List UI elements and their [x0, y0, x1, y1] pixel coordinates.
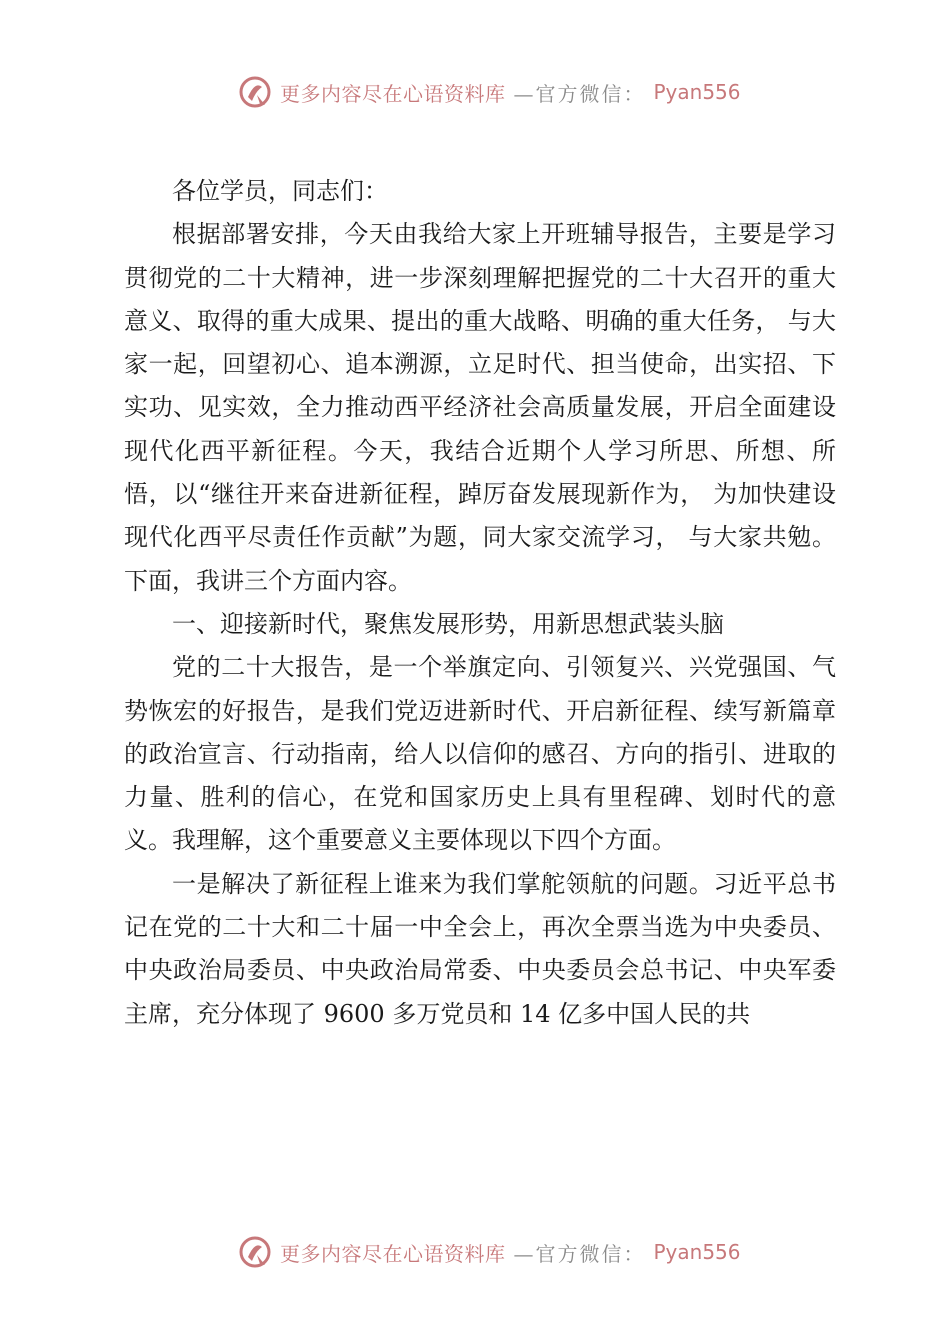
footer-watermark [238, 1232, 758, 1272]
watermark-wechat-id: Pyan556 [653, 80, 741, 104]
ribbon-seal-icon [238, 1235, 272, 1269]
watermark-separator-text: —官方微信： [513, 1241, 646, 1266]
document-body [124, 170, 836, 1036]
header-watermark [238, 72, 758, 112]
section-heading-one: 一、迎接新时代，聚焦发展形势，用新思想武装头脑 [172, 609, 724, 638]
report-significance-paragraph: 党的二十大报告，是一个举旗定向、引领复兴、兴党强国、气势恢宏的好报告，是我们党迈进新时代、开启新征程、续写新篇章的政治宣言、行动指南，给人以信仰的感召、方向的指引、进取的力量、胜利的信心，在党和国家历史上具有里程碑、划时代的意义。我理解，这个重要意义主要体现以下四个方面。 [124, 653, 836, 855]
watermark-wechat-id: Pyan556 [653, 1240, 741, 1264]
salutation-paragraph: 各位学员，同志们： [172, 177, 388, 205]
point-one-paragraph: 一是解决了新征程上谁来为我们掌舵领航的问题。习近平总书记在党的二十大和二十届一中全会上，再次全票当选为中央委员、中央政治局委员、中央政治局常委、中央委员会总书记、中央军委主席，充分体现了 9600 多万党员和 14 亿多中国人民的共 [124, 869, 836, 1028]
watermark-main-text: 更多内容尽在心语资料库 [280, 1241, 506, 1266]
watermark-main-text: 更多内容尽在心语资料库 [280, 81, 506, 106]
intro-paragraph: 根据部署安排，今天由我给大家上开班辅导报告，主要是学习贯彻党的二十大精神，进一步深刻理解把握党的二十大召开的重大意义、取得的重大成果、提出的重大战略、明确的重大任务， 与大家一起，回望初心、追本溯源，立足时代、担当使命，出实招、下实功、见实效，全力推动西平经济社会高质量发展，开启全面建设现代化西平新征程。今天，我结合近期个人学习所思、所想、所悟，以“继往开来奋进新征程，踔厉奋发展现新作为， 为加快建设现代化西平尽责任作贡献”为题，同大家交流学习， 与大家共勉。下面，我讲三个方面内容。 [124, 220, 836, 595]
ribbon-seal-icon [238, 75, 272, 109]
watermark-separator-text: —官方微信： [513, 81, 646, 106]
